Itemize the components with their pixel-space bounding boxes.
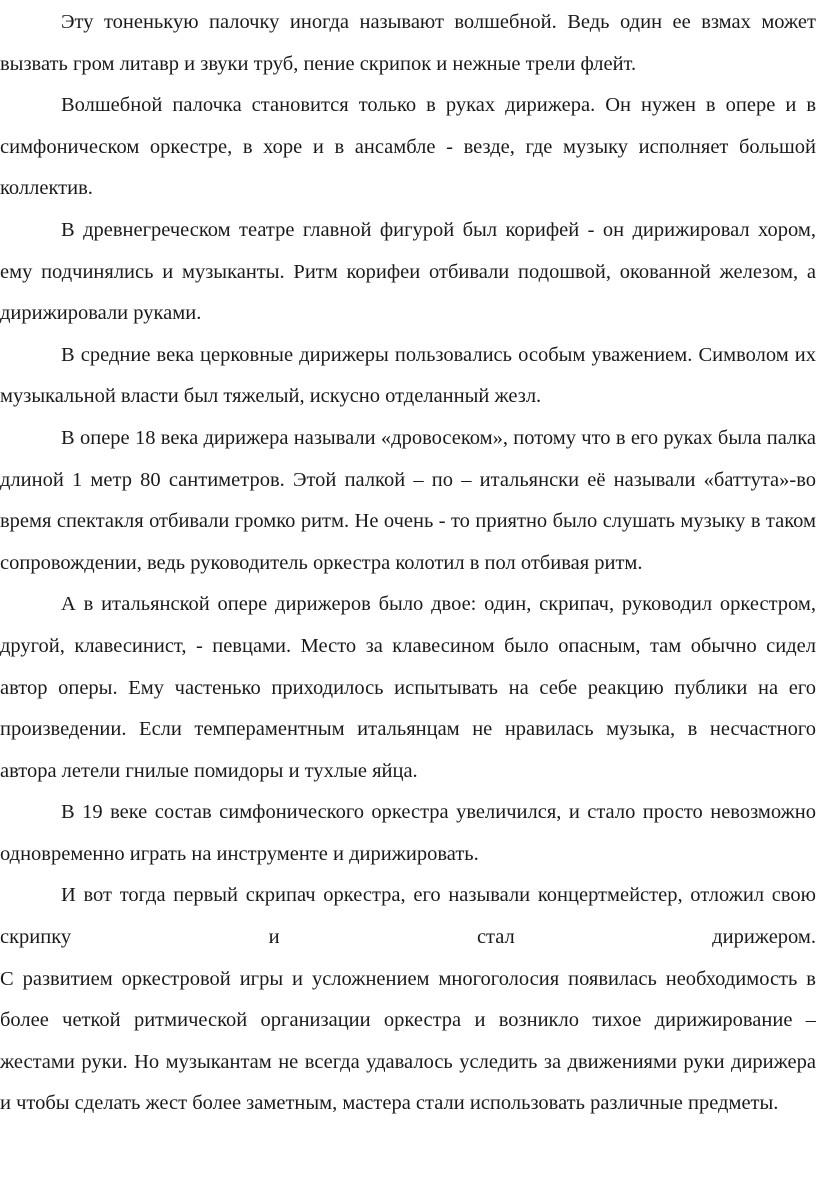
paragraph-silent-conducting: С развитием оркестровой игры и усложнением многоголосия появилась необходимость в более четкой ритмической организации оркестра и возникло тихое дирижирование – жестами руки. Но музыкантам не всегда удавалось уследить за движениями руки дирижера и чтобы сделать жест более заметным, мастера стали использовать различные предметы. — [0, 967, 816, 1115]
paragraph-concertmaster: И вот тогда первый скрипач оркестра, его называли концертмейстер, отложил свою скрипку и стал дирижером. — [0, 884, 816, 949]
paragraph-19th-century: В 19 веке состав симфонического оркестра увеличился, и стало просто невозможно одновременно играть на инструменте и дирижировать. — [0, 801, 816, 865]
paragraph-middle-ages: В средние века церковные дирижеры пользовались особым уважением. Символом их музыкальной власти был тяжелый, искусно отделанный жезл. — [0, 343, 816, 408]
paragraph-18th-century-opera: В опере 18 века дирижера называли «дровосеком», потому что в его руках была палка длиной 1 метр 80 сантиметров. Этой палкой – по – итальянски её называли «баттута»-во время спектакля отбивали громко ритм. Не очень - то приятно было слушать музыку в таком сопровождении, ведь руководитель оркестра колотил в пол отбивая ритм. — [0, 426, 816, 574]
paragraph-ancient-greece: В древнегреческом театре главной фигурой был корифей - он дирижировал хором, ему подчинялись и музыканты. Ритм корифеи отбивали подошвой, окованной железом, а дирижировали руками. — [0, 218, 816, 325]
paragraph-conductor-role: Волшебной палочка становится только в руках дирижера. Он нужен в опере и в симфоническом оркестре, в хоре и в ансамбле - везде, где музыку исполняет большой коллектив. — [0, 94, 816, 200]
paragraph-italian-opera: А в итальянской опере дирижеров было двое: один, скрипач, руководил оркестром, другой, клавесинист, - певцами. Место за клавесином было опасным, там обычно сидел автор оперы. Ему частенько приходилось испытывать на себе реакцию публики на его произведении. Если темпераментным итальянцам не нравилась музыка, в несчастного автора летели гнилые помидоры и тухлые яйца. — [0, 593, 816, 782]
paragraph-magic-wand: Эту тоненькую палочку иногда называют волшебной. Ведь один ее взмах может вызвать гром литавр и звуки труб, пение скрипок и нежные трели флейт. — [0, 11, 816, 75]
